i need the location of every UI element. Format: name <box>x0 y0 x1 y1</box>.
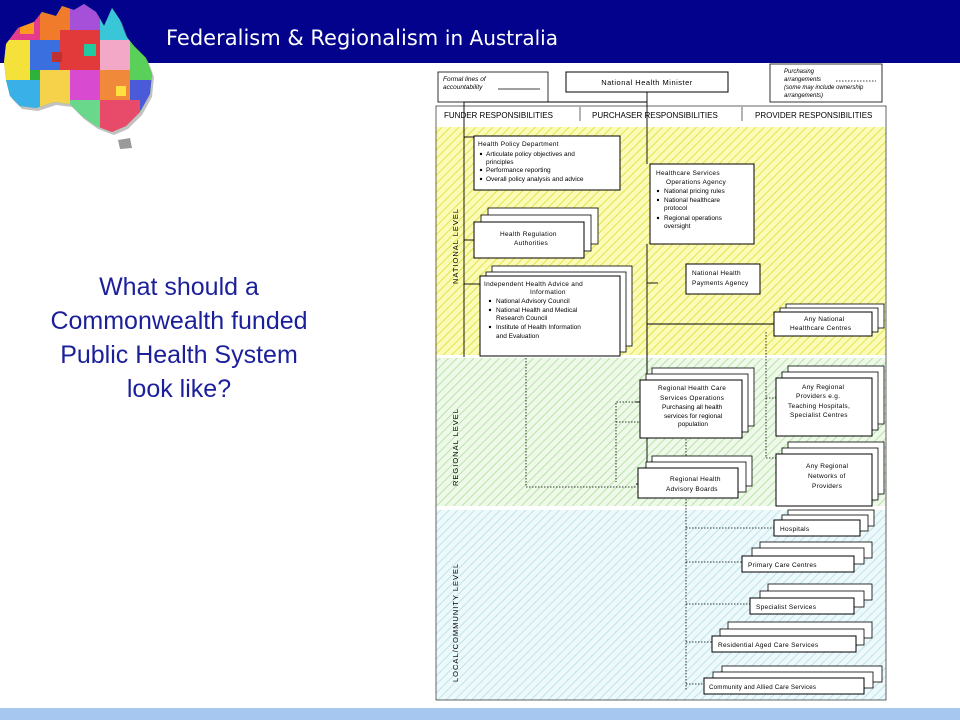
regional-networks-box <box>776 442 884 506</box>
health-policy-bullet: Performance reporting <box>486 167 551 174</box>
level-label-regional: REGIONAL LEVEL <box>451 408 460 486</box>
question-line: Commonwealth funded <box>50 307 308 335</box>
regional-networks-label: Any Regional <box>806 463 849 470</box>
minister-box <box>566 72 728 92</box>
question-line: What should a <box>99 273 259 301</box>
column-headers <box>436 106 886 122</box>
footer-bar <box>0 708 960 720</box>
regional-advisory-label: Advisory Boards <box>666 486 718 493</box>
healthcare-ops-bullet: Regional operations <box>664 215 722 222</box>
legend-purchasing-text: (some may include ownership <box>784 85 864 91</box>
regional-advisory-label: Regional Health <box>670 476 721 483</box>
local-service-hospitals <box>774 510 874 536</box>
independent-advice-title: Independent Health Advice and <box>484 281 584 288</box>
local-service-label: Residential Aged Care Services <box>718 642 819 649</box>
column-header-funder: FUNDER RESPONSIBILITIES <box>444 111 553 120</box>
level-label-national: NATIONAL LEVEL <box>451 207 460 284</box>
health-policy-bullet: Articulate policy objectives and <box>486 151 575 158</box>
independent-advice-bullet: and Evaluation <box>496 333 540 340</box>
independent-advice-bullet: Research Council <box>496 315 548 322</box>
regional-networks-label: Networks of <box>808 473 846 480</box>
regional-providers-label: Any Regional <box>802 384 845 391</box>
health-policy-bullet: Overall policy analysis and advice <box>486 176 584 183</box>
independent-advice-bullet: Institute of Health Information <box>496 324 581 331</box>
legend-formal-lines <box>438 72 548 102</box>
legend-purchasing <box>770 64 882 102</box>
slide-title <box>166 26 558 50</box>
level-label-local: LOCAL/COMMUNITY LEVEL <box>451 562 460 682</box>
regional-ops-label: population <box>678 421 708 428</box>
healthcare-ops-title: Healthcare Services <box>656 170 720 177</box>
local-service-primary-care <box>742 542 872 572</box>
national-centres-label: Any National <box>804 316 845 323</box>
slide-title-main: Federalism & Regionalism <box>166 26 439 50</box>
minister-label: National Health Minister <box>601 78 693 87</box>
regional-providers-label: Teaching Hospitals, <box>788 403 851 410</box>
local-service-label: Specialist Services <box>756 604 817 611</box>
healthcare-ops-title: Operations Agency <box>666 179 727 186</box>
healthcare-operations-agency-box <box>650 164 754 244</box>
local-service-specialist <box>750 584 872 614</box>
independent-advice-bullet: National Health and Medical <box>496 307 578 314</box>
regional-providers-box <box>776 366 884 436</box>
legend-formal-text: Formal lines of <box>443 76 486 83</box>
national-centres-box <box>774 304 884 336</box>
regional-ops-label: Purchasing all health <box>662 404 723 411</box>
legend-purchasing-text: Purchasing <box>784 69 815 75</box>
column-header-purchaser: PURCHASER RESPONSIBILITIES <box>592 111 718 120</box>
column-header-provider: PROVIDER RESPONSIBILITIES <box>755 111 873 120</box>
legend-purchasing-text: arrangements) <box>784 93 824 99</box>
healthcare-ops-bullet: oversight <box>664 223 691 230</box>
regional-providers-label: Providers e.g. <box>796 393 841 400</box>
national-centres-label: Healthcare Centres <box>790 325 852 332</box>
health-regulation-label: Health Regulation <box>500 231 557 238</box>
healthcare-ops-bullet: National healthcare <box>664 197 721 204</box>
local-service-label: Primary Care Centres <box>748 562 817 569</box>
question-line: Public Health System <box>60 341 298 369</box>
regional-networks-label: Providers <box>812 483 843 490</box>
payments-agency-label: National Health <box>692 270 741 277</box>
healthcare-ops-bullet: National pricing rules <box>664 188 725 195</box>
local-service-label: Community and Allied Care Services <box>709 684 817 691</box>
question-line: look like? <box>126 375 232 403</box>
australia-map-logo <box>0 0 170 150</box>
local-service-community-allied <box>704 666 882 694</box>
slide-title-rest: in Australia <box>444 26 558 50</box>
regional-ops-label: Services Operations <box>660 395 725 402</box>
health-system-diagram <box>430 62 890 708</box>
independent-advice-title: Information <box>530 289 566 296</box>
payments-agency-label: Payments Agency <box>692 280 749 287</box>
regional-ops-label: Regional Health Care <box>658 385 727 392</box>
health-regulation-label: Authorities <box>514 240 549 247</box>
payments-agency-box <box>686 264 760 294</box>
legend-formal-text: accountability <box>443 84 483 91</box>
independent-advice-bullet: National Advisory Council <box>496 298 570 305</box>
regional-ops-label: services for regional <box>664 413 723 420</box>
health-policy-bullet: principles <box>486 159 514 166</box>
regional-providers-label: Specialist Centres <box>790 412 848 419</box>
independent-health-advice-box <box>480 266 632 356</box>
question-text <box>0 270 358 406</box>
health-policy-department-box <box>474 136 620 190</box>
legend-purchasing-text: arrangements <box>784 77 822 83</box>
local-service-label: Hospitals <box>780 526 810 533</box>
regional-operations-box <box>640 368 754 438</box>
local-service-residential-aged-care <box>712 622 872 652</box>
regional-advisory-box <box>638 456 752 498</box>
healthcare-ops-bullet: protocol <box>664 205 688 212</box>
health-regulation-box <box>474 208 598 258</box>
health-policy-title: Health Policy Department <box>478 141 559 148</box>
